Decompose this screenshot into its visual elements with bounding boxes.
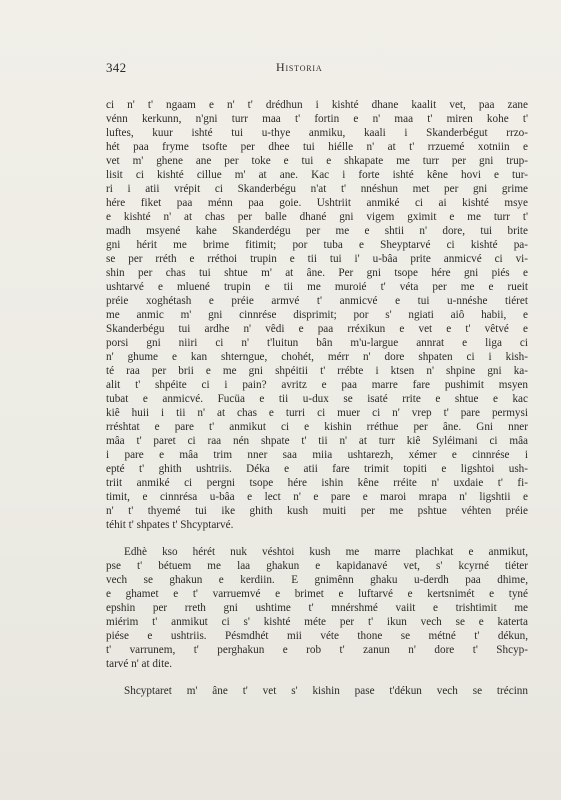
text-line: téhit t' shpates t' Shcyptarvé. bbox=[106, 519, 234, 531]
running-title: Historia bbox=[276, 60, 323, 74]
text-line: lisit ci kishté cillue m' at ane. Kac i forte ishté kêne hovi e tur- bbox=[106, 169, 528, 181]
text-line: Skanderbégu tui ardhe n' vêdi e paa rréxikun e vet e t' vêtvé e bbox=[106, 323, 528, 335]
text-line: mâa t' paret ci raa nén shpate t' tii n' at turr kiê Syléimani ci mâa bbox=[106, 435, 528, 447]
text-line: piése e ushtriis. Pésmdhét mii véte thone se métné t' dékun, bbox=[106, 630, 528, 642]
text-line: n' t' thyemé tui ike ghith kush muiti per me pshtue véhten préie bbox=[106, 505, 528, 517]
page-header bbox=[106, 60, 528, 80]
text-line: se per rréth e rréthoi trupin e tii tui i' u-bâa prite anmicvé ci vi- bbox=[106, 253, 528, 265]
text-line: t' varrunem, t' perghakun e rob t' zanun n' dore t' Shcyp- bbox=[106, 644, 528, 656]
text-line: Edhè kso hérét nuk véshtoi kush me marre plachkat e anmikut, bbox=[124, 546, 528, 558]
paragraph bbox=[106, 545, 528, 671]
text-line: vénn kerkunn, n'gni turr maa t' fortin e n' maa t' miren kohe t' bbox=[106, 113, 528, 125]
text-line: ci n' t' ngaam e n' t' drédhun i kishté dhane kaalit vet, paa zane bbox=[106, 99, 528, 111]
text-line: me anmic m' gni cinnrése disprimit; por s' ngiati aiô habii, e bbox=[106, 309, 528, 321]
page-number: 342 bbox=[106, 60, 127, 75]
text-line: vech se ghakun e kerdiin. E gnimênn ghaku u-derdh paa dhime, bbox=[106, 574, 528, 586]
text-line: porsi gni niiri ci n' t'luitun bân m'u-largue annrat e liga ci bbox=[106, 337, 528, 349]
body-text bbox=[106, 98, 528, 698]
text-line: tubat e anmicvé. Fucüa e tii u-dux se isaté rrite e shtue e kac bbox=[106, 393, 528, 405]
text-line: tarvé n' at dite. bbox=[106, 658, 173, 670]
text-line: Shcyptaret m' âne t' vet s' kishin pase t'dékun vech se trécinn bbox=[124, 685, 528, 697]
text-line: triit anmiké ci pergni tsope hére ishin kêne rréite n' uxdaie t' fi- bbox=[106, 477, 528, 489]
text-line: pse t' bétuem me laa ghakun e kapidanavé vet, s' kcyrné tiéter bbox=[106, 560, 528, 572]
text-line: miérim t' anmikut ci s' kishté méte per t' ikun vech se e katerta bbox=[106, 616, 528, 628]
text-line: luftes, kuur ishté tui u-thye anmiku, kaali i Skanderbégut rrzo- bbox=[106, 127, 528, 139]
text-line: alit t' shpéite ci i pain? avritz e paa marre fare pushimit msyen bbox=[106, 379, 528, 391]
text-line: n' ghume e kan shterngue, chohét, mérr n' dore shpaten ci i kish- bbox=[106, 351, 528, 363]
text-line: té raa per brii e me gni shpéitii t' rrébte i ktsen n' shpine gni ka- bbox=[106, 365, 528, 377]
text-line: madh msyené kahe Skanderdégu per me e shtii n' dore, tui brite bbox=[106, 225, 528, 237]
text-line: epshin per rreth gni ushtime t' mnérshmé vaiit e trishtimit me bbox=[106, 602, 528, 614]
paragraph-gap bbox=[106, 671, 528, 684]
text-line: shin per chas tui shtue m' at âne. Per gni tsope hére gni piés e bbox=[106, 267, 528, 279]
text-line: e kishté n' at chas per balle dhané gni vigem gximit e me turr t' bbox=[106, 211, 528, 223]
paragraph bbox=[106, 98, 528, 532]
text-line: epté t' ghith ushtriis. Déka e atii fare trimit topiti e ligshtoi ush- bbox=[106, 463, 528, 475]
text-line: i pare e mâa trim nner saa miia ushtarezh, xémer e cinnrése i bbox=[106, 449, 528, 461]
text-line: timit, e cinnrésa u-bâa e lect n' e pare e maroi mrapa n' ligshtii e bbox=[106, 491, 528, 503]
text-line: kiê huii i tii n' at chas e turri ci muer ci n' vrep t' pare permysi bbox=[106, 407, 528, 419]
text-line: ri i atii vrépit ci Skanderbégu n'at t' nnéshun met per gni grime bbox=[106, 183, 528, 195]
text-line: gni hérit me brime fitimit; por tuba e Sheyptarvé ci kishté pa- bbox=[106, 239, 528, 251]
text-line: ushtarvé e mluené trupin e tii me muroié t' véta per me e rueit bbox=[106, 281, 528, 293]
text-line: rréshtat e pare t' anmikut ci e kishin rréthue per âne. Gni nner bbox=[106, 421, 528, 433]
text-line: hét paa fryme tsofte per dhee tui hiélle n' at t' rrzuemé xotniin e bbox=[106, 141, 528, 153]
paragraph bbox=[106, 684, 528, 698]
text-line: e ghamet e t' varruemvé e brimet e luftarvé e kertsnimét e tyné bbox=[106, 588, 528, 600]
paragraph-gap bbox=[106, 532, 528, 545]
text-line: vet m' ghene ane per toke e tui e shkapate me turr per gni trup- bbox=[106, 155, 528, 167]
text-line: hére fiket paa ménn paa goie. Ushtriit anmiké ci ai kishté msye bbox=[106, 197, 528, 209]
text-line: préie xoghétash e préie armvé t' anmicvé e tui u-nnéshe tiéret bbox=[106, 295, 528, 307]
